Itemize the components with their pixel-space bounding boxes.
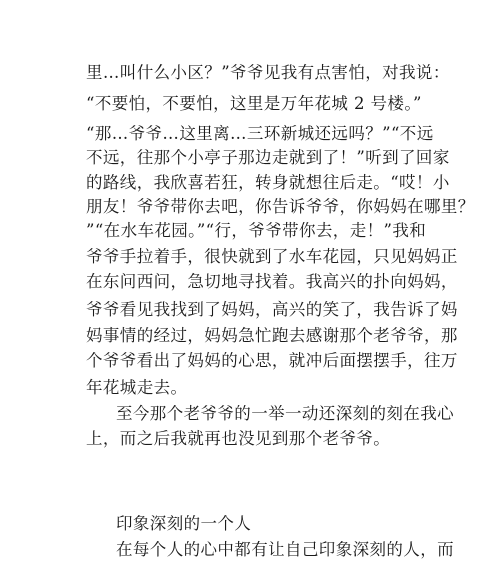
paragraph-line-14: 至今那个老爷爷的一举一动还深刻的刻在我心 bbox=[116, 404, 454, 423]
paragraph-line-6: 朋友！爷爷带你去吧，你告诉爷爷，你妈妈在哪里？ bbox=[86, 197, 475, 216]
paragraph-line-10: 爷爷看见我找到了妈妈，高兴的笑了，我告诉了妈 bbox=[86, 300, 458, 319]
paragraph-line-2: “不要怕，不要怕，这里是万年花城 2 号楼。” bbox=[86, 94, 422, 113]
paragraph-line-8: 爷爷手拉着手，很快就到了水车花园，只见妈妈正 bbox=[86, 247, 458, 266]
paragraph-line-13: 年花城走去。 bbox=[86, 378, 188, 397]
paragraph-line-3: “那…爷爷…这里离…三环新城还远吗？”“不远 bbox=[86, 124, 434, 143]
paragraph-line-17: 在每个人的心中都有让自己印象深刻的人，而 bbox=[116, 540, 454, 559]
paragraph-line-1: 里…叫什么小区？”爷爷见我有点害怕，对我说： bbox=[86, 63, 450, 82]
paragraph-line-11: 妈事情的经过，妈妈急忙跑去感谢那个老爷爷，那 bbox=[86, 326, 458, 345]
section-heading: 印象深刻的一个人 bbox=[116, 514, 252, 533]
paragraph-line-15: 上，而之后我就再也没见到那个老爷爷。 bbox=[86, 429, 391, 448]
paragraph-line-7: ”“在水车花园。”“行，爷爷带你去，走！”我和 bbox=[86, 221, 427, 240]
paragraph-line-5: 的路线，我欣喜若狂，转身就想往后走。“哎！小 bbox=[86, 173, 450, 192]
paragraph-line-4: 不远，往那个小亭子那边走就到了！”听到了回家 bbox=[86, 148, 450, 167]
paragraph-line-12: 个爷爷看出了妈妈的心思，就冲后面摆摆手，往万 bbox=[86, 351, 458, 370]
paragraph-line-9: 在东问西问，急切地寻找着。我高兴的扑向妈妈， bbox=[86, 272, 458, 291]
